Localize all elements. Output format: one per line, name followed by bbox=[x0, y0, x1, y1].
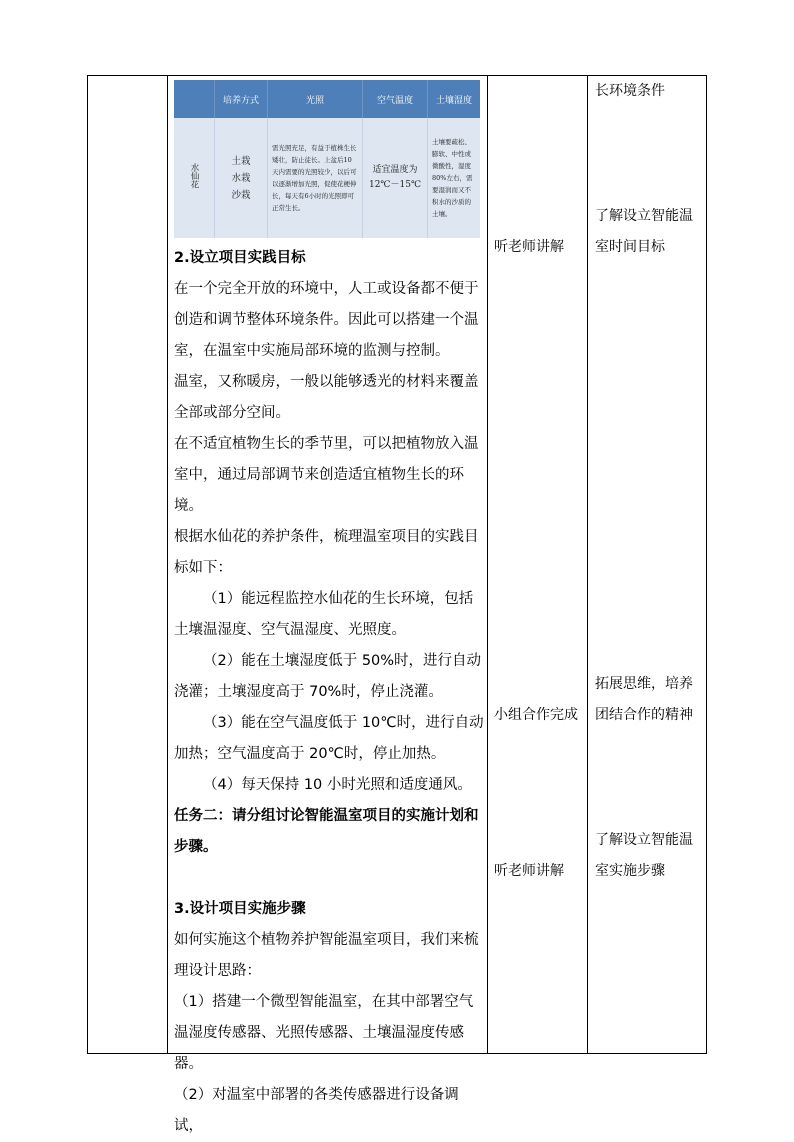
student-activity-1: 听老师讲解 bbox=[494, 239, 564, 255]
image-table-plant-name bbox=[174, 118, 215, 238]
step-item-1: （1）搭建一个微型智能温室，在其中部署空气温湿度传感器、光照传感器、土壤温湿度传感器。 bbox=[174, 994, 474, 1072]
design-intent-2: 拓展思维，培养团结合作的精神 bbox=[595, 676, 693, 723]
paragraph-design-intro: 如何实施这个植物养护智能温室项目，我们来梳理设计思路： bbox=[174, 932, 479, 979]
image-table-header-blank bbox=[174, 80, 215, 118]
paragraph-open-environment: 在一个完全开放的环境中，人工或设备都不便于创造和调节整体环境条件。因此可以搭建一个温室，在温室中实施局部环境的监测与控制。 bbox=[174, 281, 479, 359]
blank-line bbox=[174, 863, 486, 894]
image-table-soil: 土壤要疏松、膨软、中性或微酸性，湿度80%左右，需要湿润而又不积水的沙质的土壤。 bbox=[428, 118, 481, 238]
image-table-methods bbox=[215, 118, 268, 238]
teaching-content bbox=[174, 243, 486, 1142]
paragraph-greenhouse-definition: 温室，又称暖房，一般以能够透光的材料来覆盖全部或部分空间。 bbox=[174, 374, 479, 421]
method-water: 水栽 bbox=[231, 172, 251, 184]
design-intent-0: 长环境条件 bbox=[595, 83, 665, 99]
image-table-header-method: 培养方式 bbox=[215, 80, 268, 118]
image-table-header-row bbox=[174, 80, 480, 118]
temp-line-1: 适宜温度为 bbox=[372, 165, 418, 175]
design-intent-1: 了解设立智能温室时间目标 bbox=[595, 208, 693, 255]
table-left-border bbox=[87, 75, 88, 1054]
paragraph-goals-intro: 根据水仙花的养护条件，梳理温室项目的实践目标如下： bbox=[174, 529, 479, 576]
image-table-light: 需光照充足，有益于植株生长矮壮，防止徒长。上盆后10天内需要的光照较少，以后可以逐渐增加光照，促使花梗伸长，每天有6小时的光照即可正常生长。 bbox=[268, 118, 363, 238]
heading-set-goals: 2.设立项目实践目标 bbox=[174, 250, 306, 266]
student-activity-2: 小组合作完成 bbox=[494, 707, 578, 723]
image-table-header-air-temp: 空气温度 bbox=[363, 80, 428, 118]
column-divider-1 bbox=[167, 75, 168, 1054]
paragraph-unsuitable-season: 在不适宜植物生长的季节里，可以把植物放入温室中，通过局部调节来创造适宜植物生长的环境。 bbox=[174, 436, 479, 514]
image-table-header-soil-humidity: 土壤湿度 bbox=[428, 80, 481, 118]
goal-item-1: （1）能远程监控水仙花的生长环境，包括土壤温湿度、空气温湿度、光照度。 bbox=[174, 591, 474, 638]
temp-line-2: 12℃－15℃ bbox=[368, 180, 422, 190]
method-soil: 土栽 bbox=[231, 155, 251, 167]
column-divider-3 bbox=[587, 75, 588, 1054]
table-right-border bbox=[706, 75, 707, 1054]
goal-item-3: （3）能在空气温度低于 10℃时，进行自动加热；空气温度高于 20℃时，停止加热。 bbox=[174, 715, 484, 762]
method-sand: 沙栽 bbox=[231, 189, 251, 201]
plant-name-text: 水仙花 bbox=[189, 163, 199, 189]
goal-item-4: （4）每天保持 10 小时光照和适度通风。 bbox=[203, 777, 472, 793]
step-item-2: （2）对温室中部署的各类传感器进行设备调试， bbox=[174, 1087, 459, 1134]
heading-design-steps: 3.设计项目实施步骤 bbox=[174, 901, 306, 917]
narcissus-care-table-image bbox=[174, 80, 480, 238]
image-table-temp bbox=[363, 118, 428, 238]
task-two: 任务二：请分组讨论智能温室项目的实施计划和步骤。 bbox=[174, 808, 479, 855]
goal-item-2: （2）能在土壤湿度低于 50%时，进行自动浇灌；土壤湿度高于 70%时，停止浇灌。 bbox=[174, 653, 482, 700]
image-table-row bbox=[174, 118, 480, 238]
image-table-header-light: 光照 bbox=[268, 80, 363, 118]
design-intent-3: 了解设立智能温室实施步骤 bbox=[595, 832, 693, 879]
student-activity-3: 听老师讲解 bbox=[494, 863, 564, 879]
column-divider-2 bbox=[487, 75, 488, 1054]
